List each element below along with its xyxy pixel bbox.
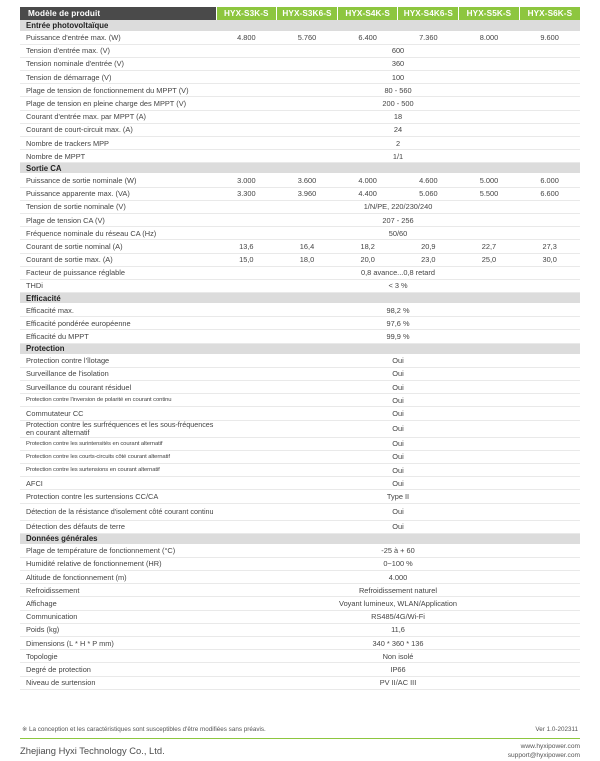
cell-value-merged: 99,9 %: [216, 330, 580, 343]
table-row: [20, 381, 580, 394]
cell-value-merged: Oui: [216, 420, 580, 437]
cell-value-merged: 1/N/PE, 220/230/240: [216, 200, 580, 213]
cell-value-merged: 100: [216, 71, 580, 84]
table-row: [20, 71, 580, 84]
cell-value-merged: 97,6 %: [216, 317, 580, 330]
table-row: [20, 200, 580, 213]
cell-value-merged: Oui: [216, 437, 580, 450]
cell-value-merged: Oui: [216, 381, 580, 394]
section-title: Données générales: [20, 533, 580, 544]
cell-value: 16,4: [277, 240, 338, 253]
table-row: [20, 240, 580, 253]
spec-table: [20, 7, 580, 690]
version-label: Ver 1.0-202311: [535, 726, 578, 733]
row-label: Courant de sortie nominal (A): [20, 240, 216, 253]
table-row: [20, 304, 580, 317]
cell-value: 3.960: [277, 187, 338, 200]
cell-value: 30,0: [519, 253, 580, 266]
cell-value-merged: 11,6: [216, 623, 580, 636]
row-label: Topologie: [20, 650, 216, 663]
row-label: Détection de la résistance d'isolement côté courant continu: [20, 503, 216, 520]
table-row: [20, 44, 580, 57]
table-row: [20, 584, 580, 597]
row-label: Plage de tension de fonctionnement du MPPT (V): [20, 84, 216, 97]
table-row: [20, 407, 580, 420]
row-label: Protection contre les courts-circuits côté courant alternatif: [20, 450, 216, 463]
row-label: Communication: [20, 610, 216, 623]
cell-value: 5.760: [277, 31, 338, 44]
header-model: HYX-S4K-S: [337, 7, 398, 20]
cell-value: 6.000: [519, 174, 580, 187]
cell-value: 15,0: [216, 253, 277, 266]
row-label: Protection contre les surtensions en courant alternatif: [20, 463, 216, 476]
row-label: THDi: [20, 279, 216, 292]
cell-value: 4.000: [337, 174, 398, 187]
table-row: [20, 394, 580, 407]
row-label: Nombre de MPPT: [20, 150, 216, 163]
table-row: [20, 330, 580, 343]
cell-value: 5.000: [459, 174, 520, 187]
row-label: Refroidissement: [20, 584, 216, 597]
cell-value-merged: 98,2 %: [216, 304, 580, 317]
row-label: Efficacité max.: [20, 304, 216, 317]
contact-block: [508, 742, 580, 760]
cell-value: 27,3: [519, 240, 580, 253]
table-row: [20, 279, 580, 292]
cell-value-merged: Oui: [216, 463, 580, 476]
cell-value-merged: 80 - 560: [216, 84, 580, 97]
section-header-row: [20, 293, 580, 304]
table-row: [20, 490, 580, 503]
section-header-row: [20, 533, 580, 544]
row-label: Puissance de sortie nominale (W): [20, 174, 216, 187]
table-header-row: [20, 7, 580, 20]
row-label: Détection des défauts de terre: [20, 520, 216, 533]
cell-value: 18,0: [277, 253, 338, 266]
row-label: Tension de démarrage (V): [20, 71, 216, 84]
cell-value-merged: RS485/4G/Wi-Fi: [216, 610, 580, 623]
cell-value-merged: 18: [216, 110, 580, 123]
cell-value: 7.360: [398, 31, 459, 44]
cell-value: 22,7: [459, 240, 520, 253]
cell-value-merged: 200 - 500: [216, 97, 580, 110]
table-row: [20, 571, 580, 584]
cell-value-merged: 0,8 avance...0,8 retard: [216, 266, 580, 279]
table-row: [20, 520, 580, 533]
table-row: [20, 174, 580, 187]
row-label: Courant de court-circuit max. (A): [20, 123, 216, 136]
cell-value-merged: Oui: [216, 450, 580, 463]
row-label: Plage de tension CA (V): [20, 213, 216, 226]
table-row: [20, 450, 580, 463]
table-row: [20, 354, 580, 367]
cell-value-merged: -25 à + 60: [216, 544, 580, 557]
cell-value-merged: 50/60: [216, 227, 580, 240]
cell-value-merged: 360: [216, 57, 580, 70]
row-label: AFCI: [20, 477, 216, 490]
row-label: Degré de protection: [20, 663, 216, 676]
header-model: HYX-S6K-S: [519, 7, 580, 20]
cell-value-merged: 4.000: [216, 571, 580, 584]
table-row: [20, 623, 580, 636]
cell-value-merged: 207 - 256: [216, 213, 580, 226]
cell-value-merged: Oui: [216, 407, 580, 420]
company-name: Zhejiang Hyxi Technology Co., Ltd.: [20, 745, 165, 756]
cell-value-merged: 600: [216, 44, 580, 57]
section-title: Sortie CA: [20, 163, 580, 174]
row-label: Facteur de puissance réglable: [20, 266, 216, 279]
table-row: [20, 544, 580, 557]
row-label: Tension de sortie nominale (V): [20, 200, 216, 213]
cell-value: 4.800: [216, 31, 277, 44]
row-label: Protection contre l'inversion de polarité en courant continu: [20, 394, 216, 407]
row-label: Plage de température de fonctionnement (°C): [20, 544, 216, 557]
table-row: [20, 663, 580, 676]
cell-value-merged: Refroidissement naturel: [216, 584, 580, 597]
cell-value: 9.600: [519, 31, 580, 44]
cell-value-merged: PV II/AC III: [216, 676, 580, 689]
spec-table-body: [20, 20, 580, 689]
row-label: Protection contre les surintensités en courant alternatif: [20, 437, 216, 450]
table-row: [20, 57, 580, 70]
table-row: [20, 437, 580, 450]
table-row: [20, 557, 580, 570]
table-row: [20, 367, 580, 380]
row-label: Dimensions (L * H * P mm): [20, 637, 216, 650]
row-label: Tension nominale d'entrée (V): [20, 57, 216, 70]
row-label: Protection contre l'îlotage: [20, 354, 216, 367]
table-row: [20, 597, 580, 610]
cell-value-merged: 0~100 %: [216, 557, 580, 570]
row-label: Altitude de fonctionnement (m): [20, 571, 216, 584]
table-row: [20, 31, 580, 44]
cell-value: 20,9: [398, 240, 459, 253]
header-product-model: Modèle de produit: [20, 7, 216, 20]
cell-value: 20,0: [337, 253, 398, 266]
cell-value-merged: 340 * 360 * 136: [216, 637, 580, 650]
section-header-row: [20, 343, 580, 354]
row-label: Protection contre les surtensions CC/CA: [20, 490, 216, 503]
cell-value: 6.600: [519, 187, 580, 200]
table-row: [20, 503, 580, 520]
table-row: [20, 463, 580, 476]
spec-sheet: [20, 7, 580, 690]
cell-value-merged: Oui: [216, 367, 580, 380]
section-title: Entrée photovoltaïque: [20, 20, 580, 31]
row-label: Efficacité du MPPT: [20, 330, 216, 343]
cell-value: 18,2: [337, 240, 398, 253]
cell-value: 4.600: [398, 174, 459, 187]
section-title: Protection: [20, 343, 580, 354]
cell-value: 3.300: [216, 187, 277, 200]
row-label: Poids (kg): [20, 623, 216, 636]
section-title: Efficacité: [20, 293, 580, 304]
cell-value-merged: 1/1: [216, 150, 580, 163]
website-link[interactable]: www.hyxipower.com: [520, 743, 580, 750]
row-label: Efficacité pondérée européenne: [20, 317, 216, 330]
cell-value-merged: Oui: [216, 503, 580, 520]
cell-value: 5.500: [459, 187, 520, 200]
cell-value-merged: Oui: [216, 354, 580, 367]
header-model: HYX-S3K6-S: [277, 7, 338, 20]
cell-value-merged: < 3 %: [216, 279, 580, 292]
row-label: Nombre de trackers MPP: [20, 137, 216, 150]
table-row: [20, 610, 580, 623]
cell-value: 5.060: [398, 187, 459, 200]
row-label: Surveillance de l'isolation: [20, 367, 216, 380]
cell-value-merged: 24: [216, 123, 580, 136]
table-row: [20, 110, 580, 123]
row-label: Fréquence nominale du réseau CA (Hz): [20, 227, 216, 240]
row-label: Puissance apparente max. (VA): [20, 187, 216, 200]
cell-value-merged: Oui: [216, 520, 580, 533]
cell-value: 6.400: [337, 31, 398, 44]
table-row: [20, 97, 580, 110]
header-model: HYX-S4K6-S: [398, 7, 459, 20]
row-label: Courant de sortie max. (A): [20, 253, 216, 266]
section-header-row: [20, 163, 580, 174]
cell-value: 8.000: [459, 31, 520, 44]
cell-value-merged: Type II: [216, 490, 580, 503]
row-label: Humidité relative de fonctionnement (HR): [20, 557, 216, 570]
table-row: [20, 150, 580, 163]
disclaimer-note: ※ La conception et les caractéristiques sont susceptibles d'être modifiées sans préavis.: [22, 726, 266, 733]
footer-divider: [20, 738, 580, 739]
table-row: [20, 637, 580, 650]
cell-value: 4.400: [337, 187, 398, 200]
cell-value: 25,0: [459, 253, 520, 266]
cell-value-merged: Oui: [216, 394, 580, 407]
table-row: [20, 123, 580, 136]
cell-value: 3.600: [277, 174, 338, 187]
table-row: [20, 253, 580, 266]
row-label: Plage de tension en pleine charge des MPPT (V): [20, 97, 216, 110]
cell-value-merged: Non isolé: [216, 650, 580, 663]
table-row: [20, 137, 580, 150]
table-row: [20, 266, 580, 279]
cell-value: 23,0: [398, 253, 459, 266]
cell-value-merged: Oui: [216, 477, 580, 490]
cell-value-merged: 2: [216, 137, 580, 150]
row-label: Niveau de surtension: [20, 676, 216, 689]
row-label: Commutateur CC: [20, 407, 216, 420]
section-header-row: [20, 20, 580, 31]
row-label: Tension d'entrée max. (V): [20, 44, 216, 57]
row-label: Surveillance du courant résiduel: [20, 381, 216, 394]
header-model: HYX-S3K-S: [216, 7, 277, 20]
table-row: [20, 420, 580, 437]
cell-value-merged: IP66: [216, 663, 580, 676]
cell-value: 13,6: [216, 240, 277, 253]
table-row: [20, 187, 580, 200]
table-row: [20, 477, 580, 490]
cell-value: 3.000: [216, 174, 277, 187]
row-label: Affichage: [20, 597, 216, 610]
table-row: [20, 650, 580, 663]
cell-value-merged: Voyant lumineux, WLAN/Application: [216, 597, 580, 610]
table-row: [20, 227, 580, 240]
table-row: [20, 676, 580, 689]
table-row: [20, 213, 580, 226]
table-row: [20, 84, 580, 97]
row-label: Courant d'entrée max. par MPPT (A): [20, 110, 216, 123]
email-link[interactable]: support@hyxipower.com: [507, 752, 580, 759]
table-row: [20, 317, 580, 330]
row-label: Puissance d'entrée max. (W): [20, 31, 216, 44]
header-model: HYX-S5K-S: [459, 7, 520, 20]
row-label: Protection contre les surfréquences et les sous-fréquences en courant alternatif: [20, 420, 216, 437]
